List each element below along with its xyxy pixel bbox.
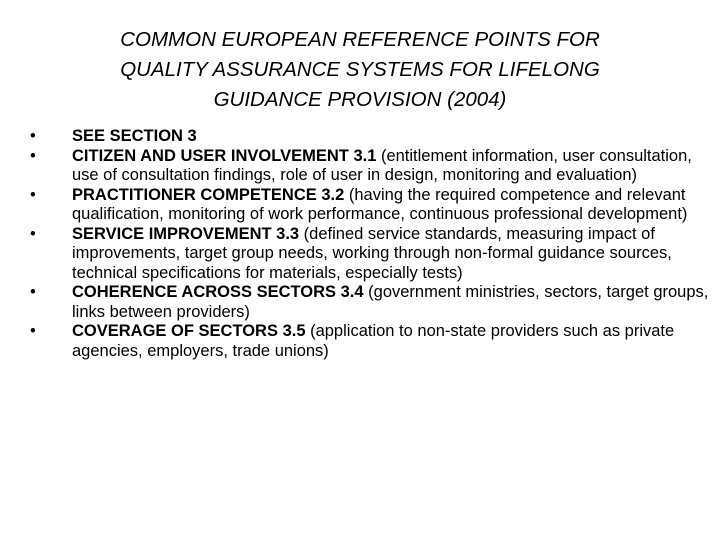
bullet-text [72,127,197,145]
bullet-heading: PRACTITIONER COMPETENCE [72,185,322,204]
bullet-ref: 3.1 [353,146,377,165]
bullet-icon: • [30,224,36,243]
bullet-item-service-improvement [30,225,710,284]
bullet-ref: 3.4 [340,283,364,301]
bullet-ref: 3.5 [282,322,306,340]
bullet-detail: (application to non-state providers such as private agencies, employers, trade unions) [72,322,675,360]
bullet-text [72,225,672,282]
bullet-icon: • [30,146,36,165]
bullet-icon: • [30,127,36,145]
bullet-detail: (government ministries, sectors, target groups, links between providers) [72,283,709,321]
bullet-text [72,147,692,185]
bullet-heading: COVERAGE OF SECTORS [72,322,283,340]
bullet-ref: 3.2 [321,185,345,204]
bullet-icon: • [30,283,36,301]
bullet-text [72,186,687,224]
bullet-detail: (having the required competence and relevant qualification, monitoring of work performance, continuous professional development) [72,185,688,223]
bullet-item-coherence [30,283,710,322]
bullet-item-coverage [30,322,710,361]
bullet-detail: (defined service standards, measuring impact of improvements, target group needs, working through non-formal guidance sources, technical specifications for materials, especially tests) [72,224,672,282]
bullet-list [30,127,710,361]
bullet-heading: SERVICE IMPROVEMENT [72,224,277,243]
bullet-text [72,283,708,321]
slide-title [40,25,680,115]
title-line-3: GUIDANCE PROVISION (2004) [213,88,507,111]
bullet-item-see-section [30,127,710,147]
bullet-item-practitioner [30,186,710,225]
bullet-heading: CITIZEN AND USER INVOLVEMENT [72,146,354,165]
bullet-detail: (entitlement information, user consultation, use of consultation findings, role of user in design, monitoring and evaluation) [72,146,692,184]
bullet-heading: SEE SECTION 3 [72,127,197,145]
title-line-1: COMMON EUROPEAN REFERENCE POINTS FOR [120,28,600,51]
bullet-heading: COHERENCE ACROSS SECTORS [72,283,341,301]
bullet-icon: • [30,322,36,340]
bullet-item-citizen-user [30,147,710,186]
bullet-ref: 3.3 [276,224,300,243]
title-line-2: QUALITY ASSURANCE SYSTEMS FOR LIFELONG [120,58,600,81]
bullet-text [72,322,674,360]
bullet-icon: • [30,185,36,204]
